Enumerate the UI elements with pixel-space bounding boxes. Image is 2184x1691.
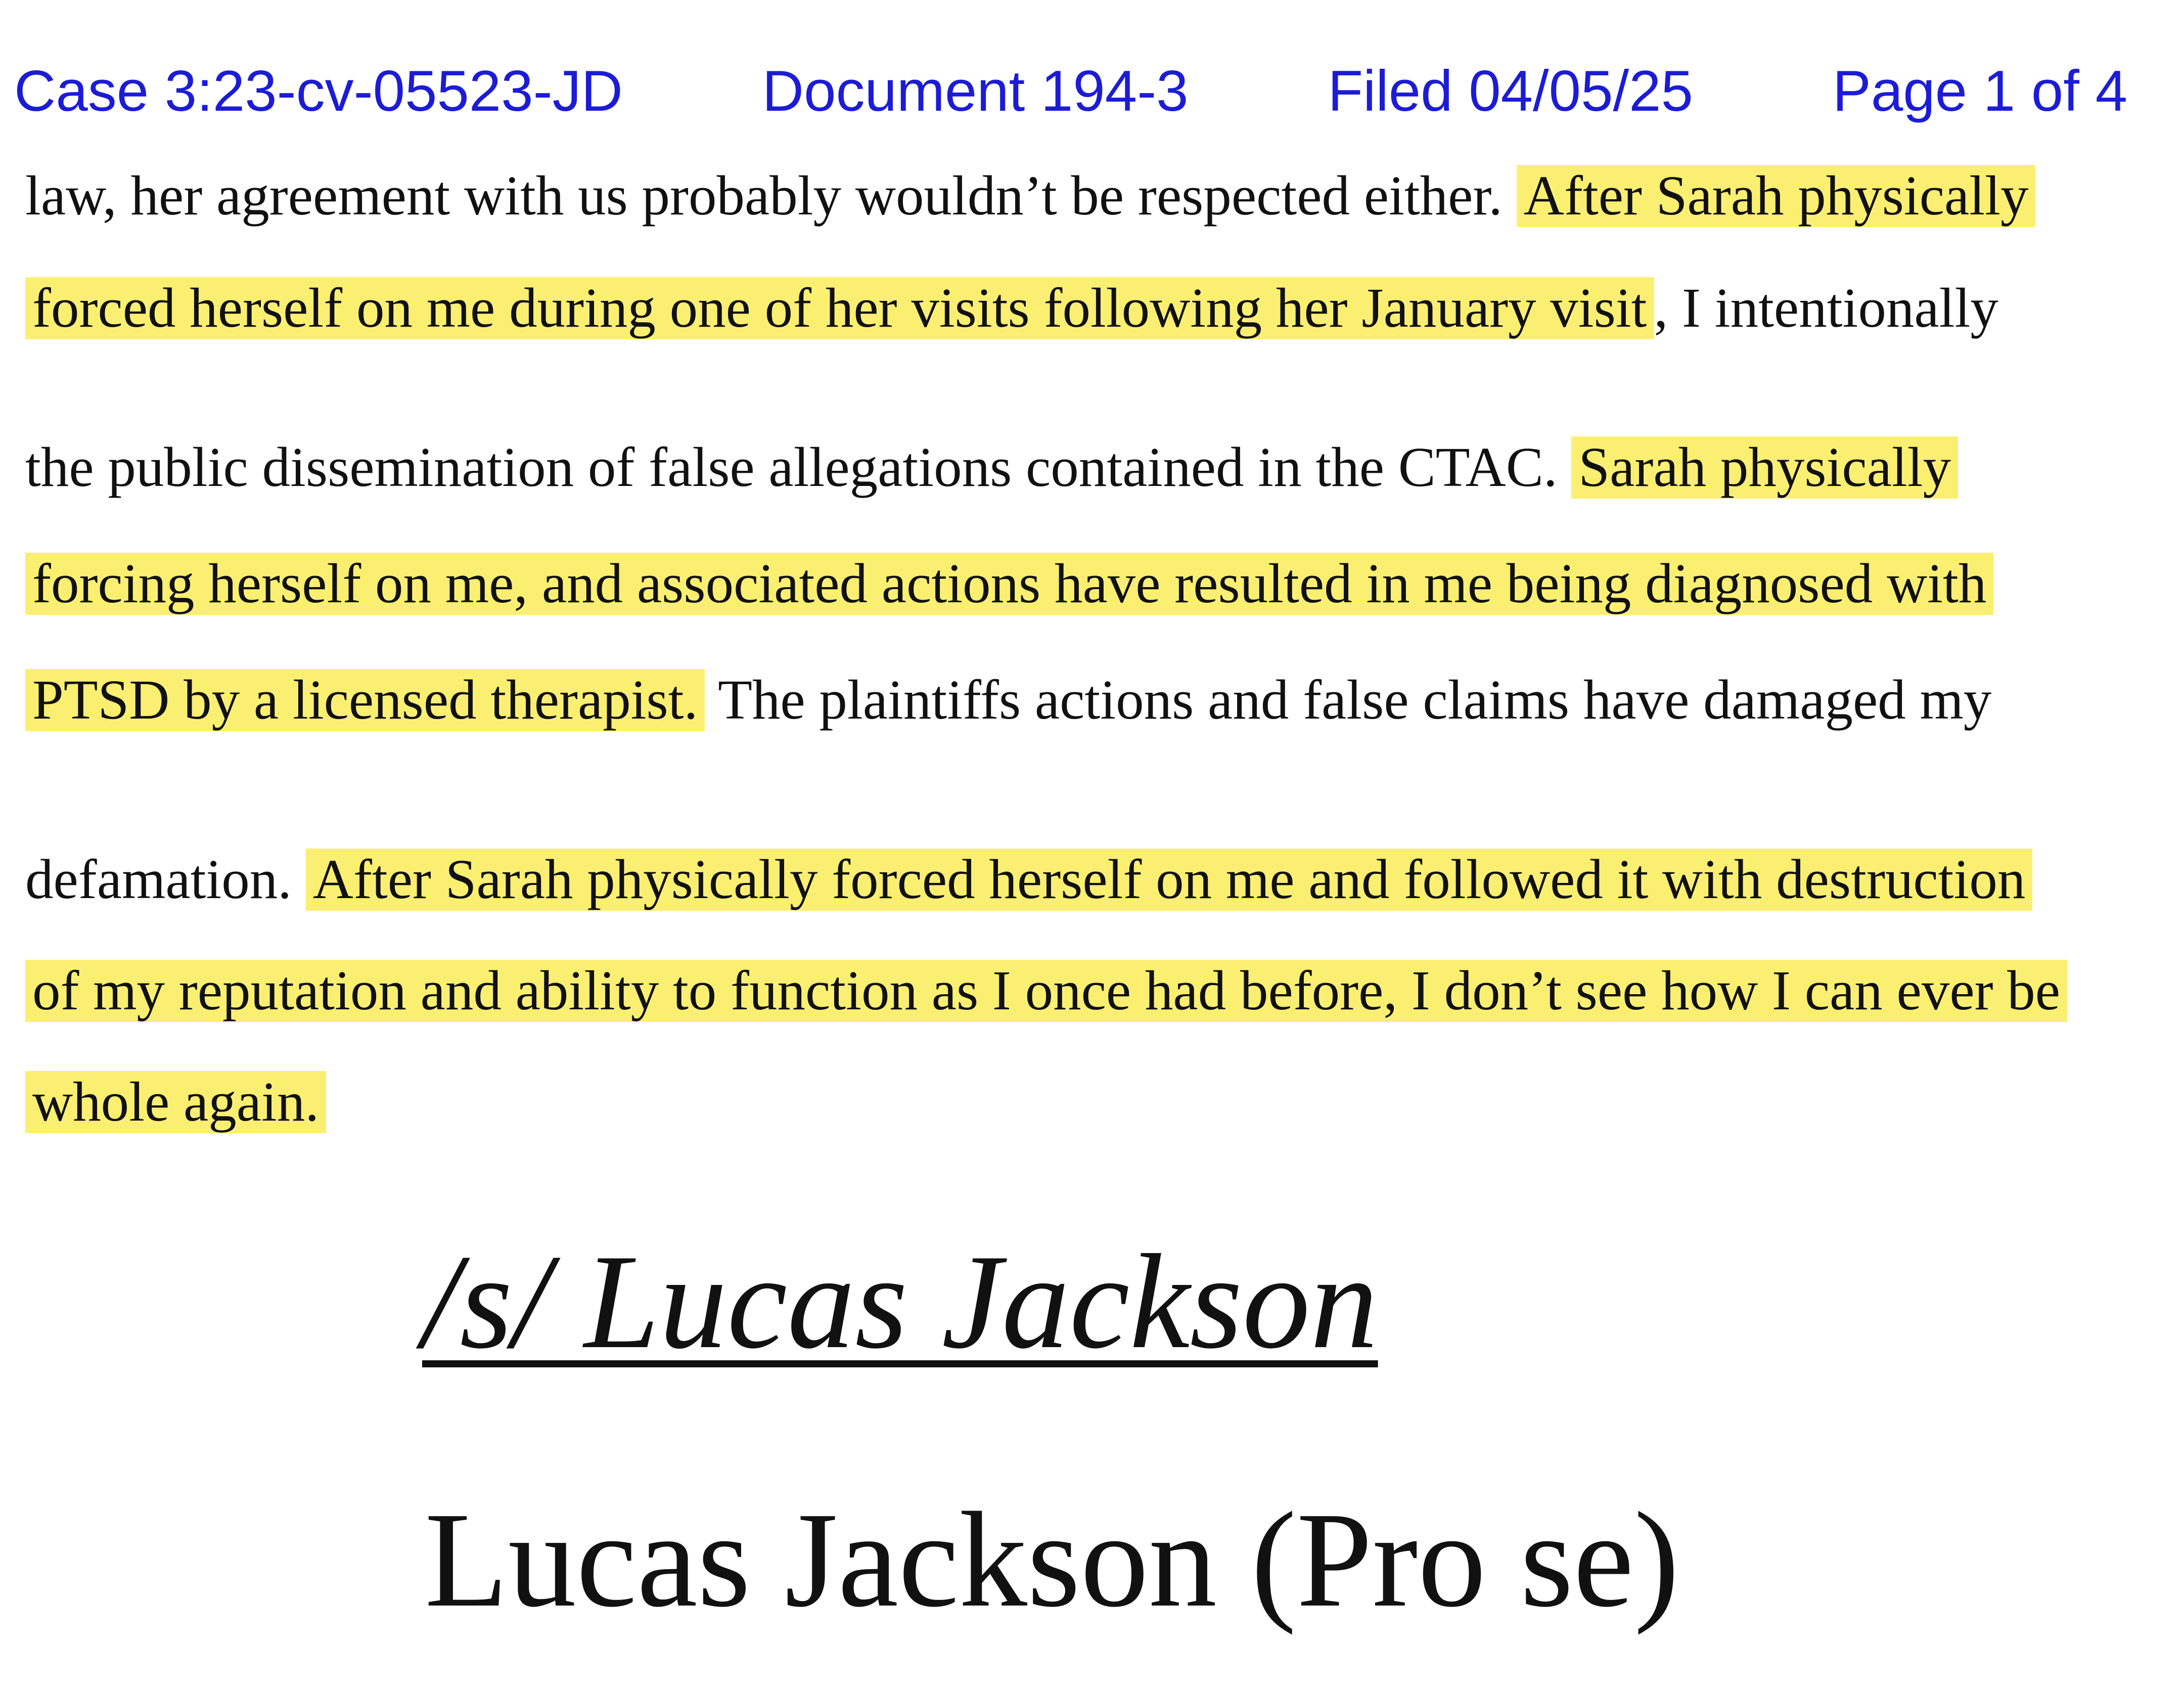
highlighted-text: After Sarah physically forced herself on me and followed it with destruction xyxy=(306,849,2033,911)
highlighted-text: forced herself on me during one of her visits following her January visit xyxy=(25,277,1654,339)
body-text: law, her agreement with us probably wouldn’t be respected either. xyxy=(25,165,1517,227)
case-number: Case 3:23-cv-05523-JD xyxy=(14,59,623,123)
body-line-5 xyxy=(25,662,1991,738)
electronic-signature: /s/ Lucas Jackson xyxy=(422,1226,1378,1376)
document-number: Document 194-3 xyxy=(762,59,1189,123)
filed-date: Filed 04/05/25 xyxy=(1328,59,1693,123)
highlighted-text: PTSD by a licensed therapist. xyxy=(25,669,705,731)
body-text: , I intentionally xyxy=(1654,277,1998,339)
body-line-6 xyxy=(25,842,2032,918)
body-line-2 xyxy=(25,271,1998,346)
highlighted-text: whole again. xyxy=(25,1071,326,1133)
document-header xyxy=(14,53,2127,129)
highlighted-text: Sarah physically xyxy=(1571,436,1958,499)
body-line-4 xyxy=(25,546,1993,622)
body-line-7 xyxy=(25,953,2067,1029)
page-indicator: Page 1 of 4 xyxy=(1832,59,2127,123)
body-line-3 xyxy=(25,430,1958,506)
body-line-1 xyxy=(25,158,2035,234)
highlighted-text: After Sarah physically xyxy=(1517,165,2036,227)
body-text: The plaintiffs actions and false claims have damaged my xyxy=(705,669,1992,731)
body-line-8 xyxy=(25,1064,326,1140)
body-text: the public dissemination of false allegations contained in the CTAC. xyxy=(25,436,1572,499)
highlighted-text: forcing herself on me, and associated actions have resulted in me being diagnosed with xyxy=(25,553,1993,615)
body-text: defamation. xyxy=(25,849,306,911)
signer-printed-name: Lucas Jackson (Pro se) xyxy=(425,1484,1679,1635)
highlighted-text: of my reputation and ability to function as I once had before, I don’t see how I can ever be xyxy=(25,960,2067,1022)
